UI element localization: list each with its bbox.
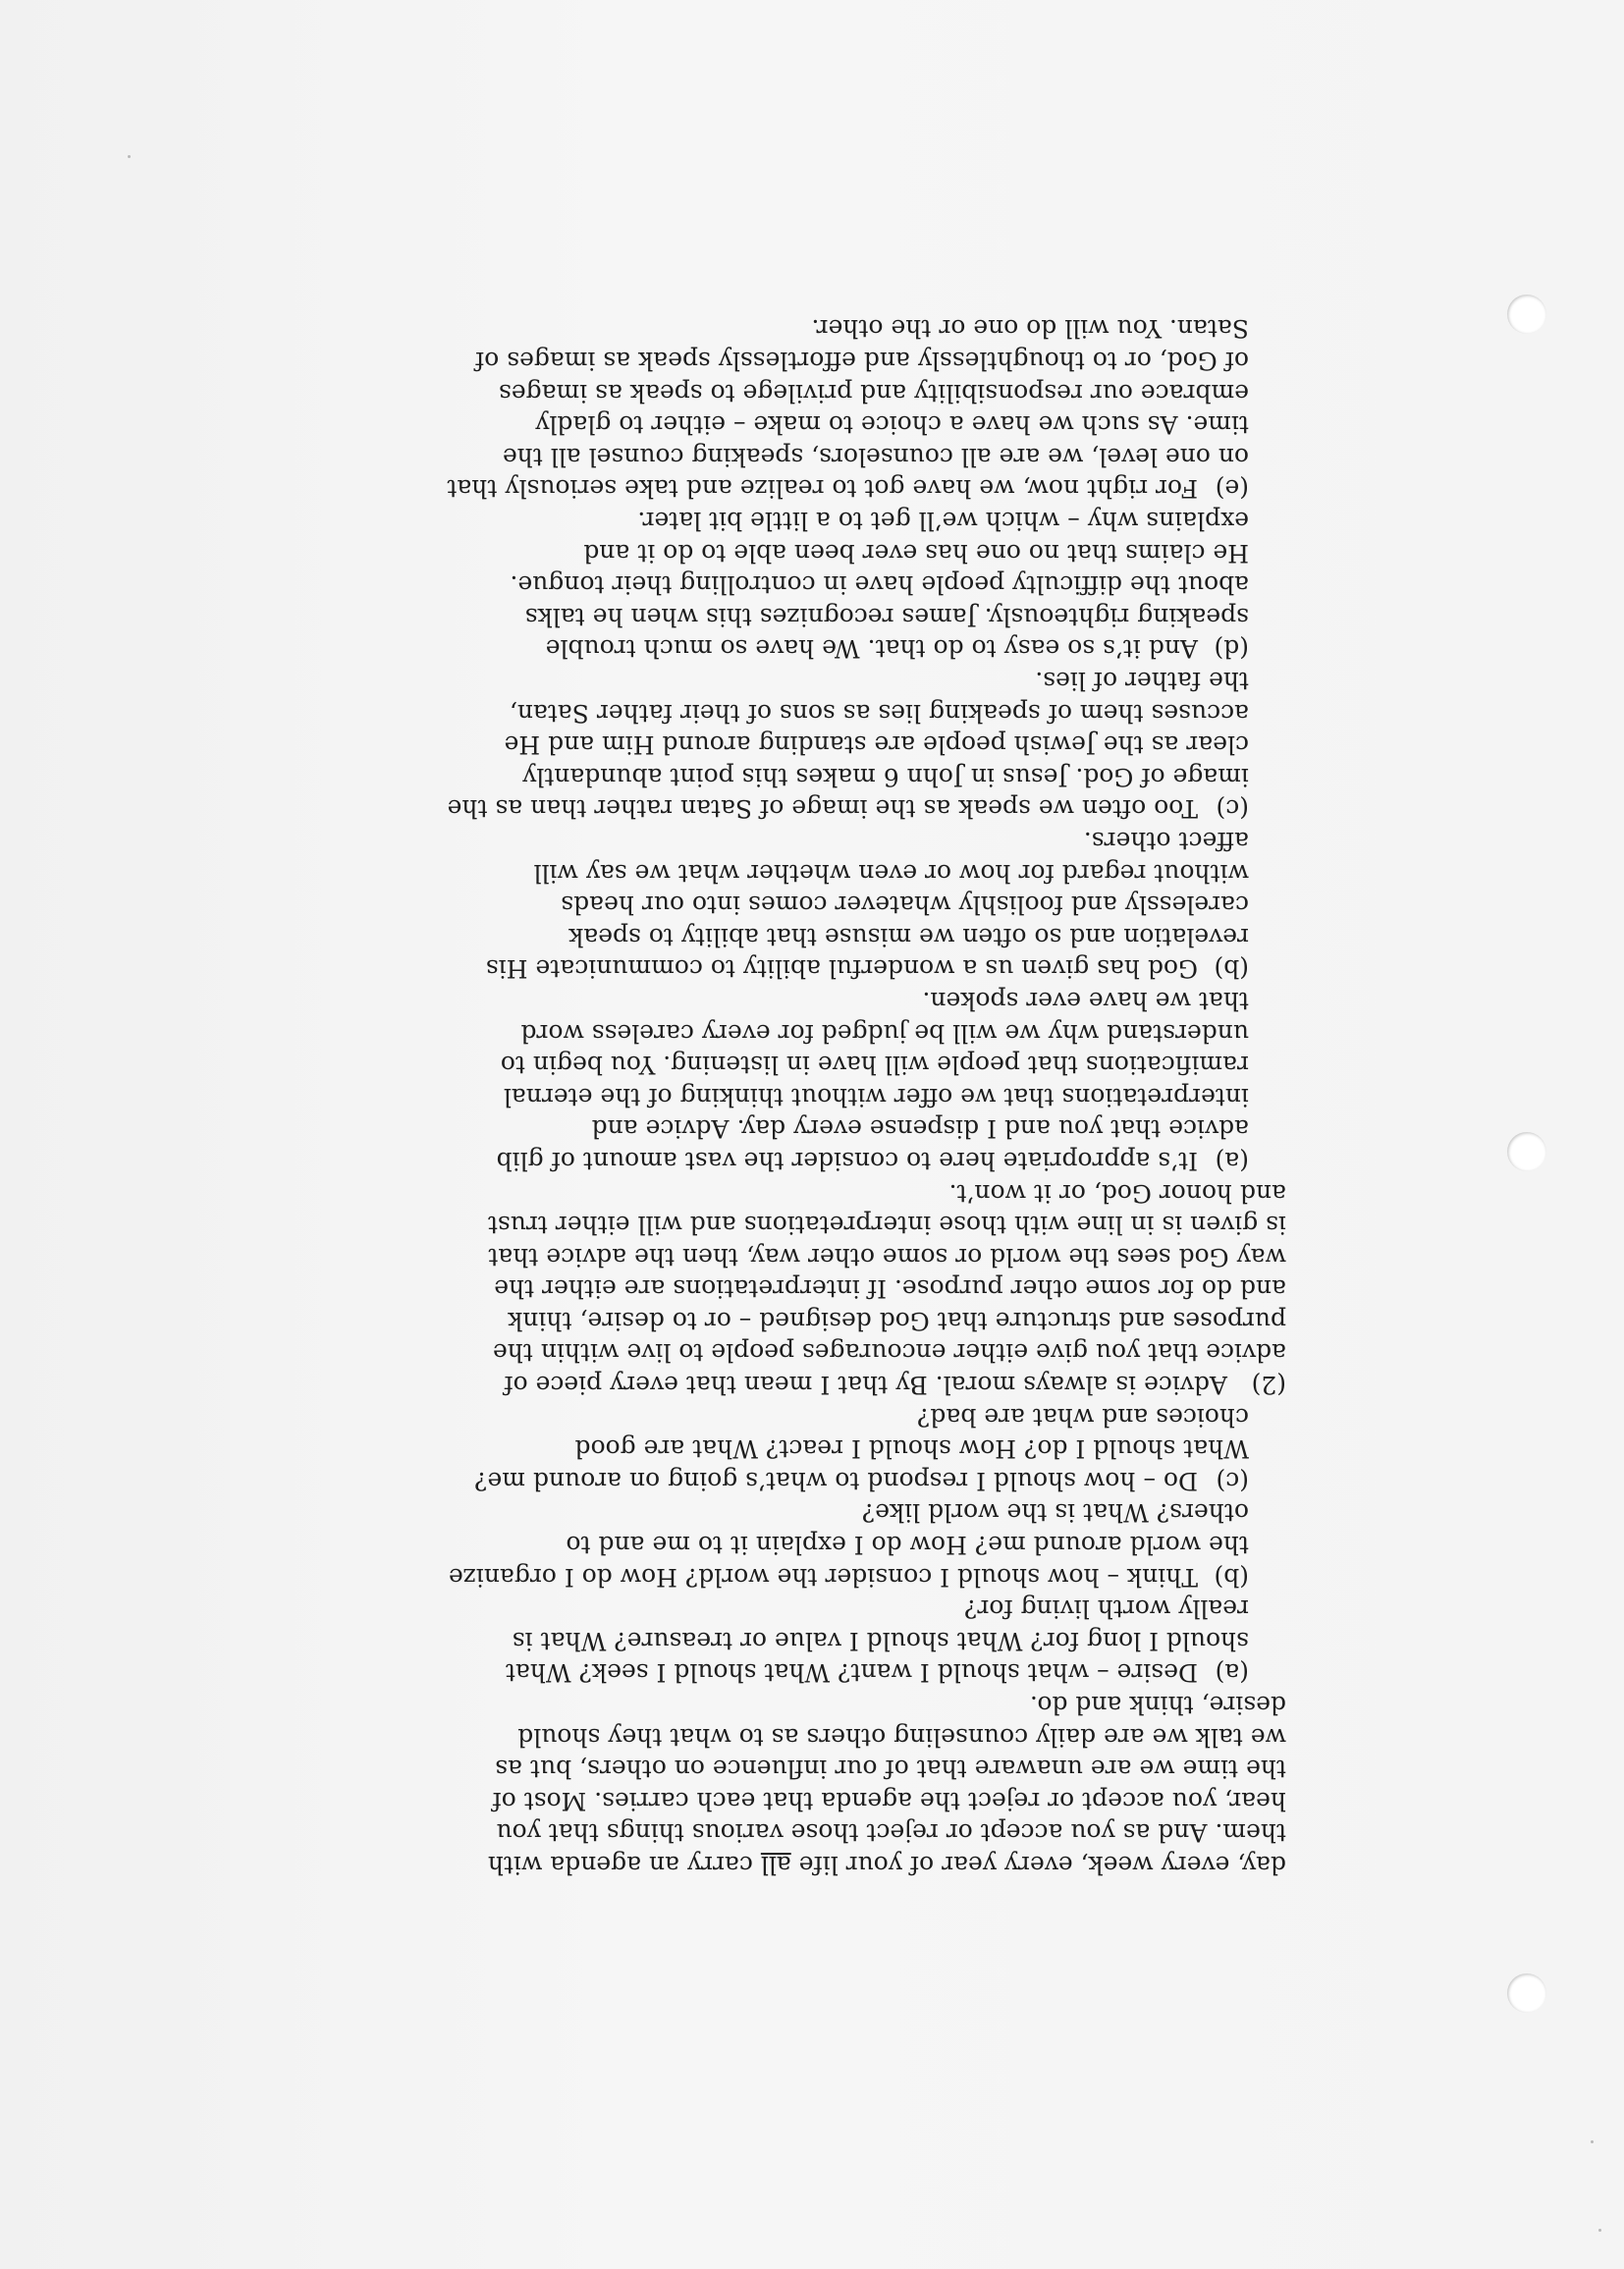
text-line: What should I do? How should I react? What are good xyxy=(574,1434,1249,1464)
text-line xyxy=(267,1656,1249,1689)
item-label: (b) xyxy=(1214,954,1249,984)
text-line: and do for some other purpose. If interpretations are either the xyxy=(494,1274,1286,1304)
text-line xyxy=(267,472,1249,505)
item-label: (e) xyxy=(1215,474,1249,504)
underlined-word: all xyxy=(760,1851,791,1880)
text-line: speaking righteously. James recognizes this when he talks xyxy=(524,602,1249,631)
text-line: way God sees the world or some other way, then the advice that xyxy=(488,1242,1286,1271)
text-line: Satan. You will do one or the other. xyxy=(811,314,1249,344)
text-line: ramifications that people will have in listening. You begin to xyxy=(500,1051,1249,1080)
scan-speck xyxy=(1598,2229,1601,2232)
text-line: hear, you accept or reject the agenda that each carries. Most of xyxy=(492,1786,1286,1815)
scan-speck xyxy=(1591,2140,1594,2143)
text-line: accuses them of speaking lies as sons of their father Satan, xyxy=(509,698,1249,728)
text-line: desire, think and do. xyxy=(1029,1691,1286,1720)
text-line: them. And as you accept or reject those various things that you xyxy=(496,1818,1286,1848)
text-line-content: Think – how should I consider the world? How do I organize xyxy=(448,1562,1198,1592)
item-label: (2) xyxy=(1251,1371,1286,1400)
text-line xyxy=(267,1144,1249,1176)
text-line: and honor God, or it won’t. xyxy=(948,1178,1286,1208)
text-line: the world around me? How do I explain it to me and to xyxy=(566,1531,1249,1560)
text-line: explains why – which we’ll get to a little bit later. xyxy=(637,507,1249,536)
text-line: the father of lies. xyxy=(1035,667,1249,696)
paragraph xyxy=(267,984,1249,1176)
punch-hole-middle xyxy=(1507,1132,1546,1171)
text-line-content: Too often we speak as the image of Satan rather than as the xyxy=(447,794,1198,824)
text-line xyxy=(267,632,1249,665)
punch-hole-top xyxy=(1507,295,1546,334)
text-line: the time we are unaware that of our influence on others, but as xyxy=(495,1755,1286,1784)
text-line: purposes and structure that God designed – or to desire, think xyxy=(508,1307,1286,1335)
text-line xyxy=(267,1464,1249,1496)
text-line: interpretations that we offer without thinking of the eternal xyxy=(503,1082,1249,1111)
text-line xyxy=(267,1369,1286,1401)
text-line: others? What is the world like? xyxy=(861,1498,1249,1528)
text-line: advice that you and I dispense every day. Advice and xyxy=(591,1114,1249,1144)
text-line: image of God. Jesus in John 6 makes this point abundantly xyxy=(522,762,1249,791)
text-line: day, every week, every year of your life all carry an agenda with xyxy=(487,1851,1286,1880)
text-line-content: And it’s so easy to do that. We have so much trouble xyxy=(545,634,1198,664)
text-line: really worth living for? xyxy=(963,1594,1249,1624)
item-label: (c) xyxy=(1216,1466,1249,1495)
punch-hole-bottom xyxy=(1507,1973,1546,2013)
text-line: time. As such we have a choice to make – either to gladly xyxy=(535,410,1249,440)
item-label: (a) xyxy=(1215,1147,1249,1176)
document-body xyxy=(267,312,1286,1880)
text-line: embrace our responsibility and privilege to speak as images xyxy=(499,378,1249,407)
paragraph xyxy=(267,312,1249,505)
item-label: (b) xyxy=(1214,1562,1249,1592)
text-line xyxy=(267,1560,1249,1593)
text-line: revelation and so often we misuse that ability to speak xyxy=(568,922,1249,951)
text-line-content: Advice is always moral. By that I mean that every piece of xyxy=(504,1371,1227,1400)
text-line: understand why we will be judged for every careless word xyxy=(520,1018,1249,1048)
text-line-content: Desire – what should I want? What should I seek? What xyxy=(505,1658,1198,1688)
paragraph xyxy=(267,505,1249,665)
text-line: of God, or to thoughtlessly and effortlessly speak as images of xyxy=(474,347,1249,376)
text-line: is given is in line with those interpretations and will either trust xyxy=(487,1211,1286,1240)
text-line: choices and what are bad? xyxy=(917,1402,1249,1432)
text-line-content: For right now, we have got to realize and take seriously that xyxy=(447,474,1198,504)
paragraph xyxy=(267,1593,1249,1689)
text-line: affect others. xyxy=(1083,827,1249,856)
text-line: about the difficulty people have in controlling their tongue. xyxy=(510,570,1249,600)
item-label: (a) xyxy=(1215,1658,1249,1688)
text-line xyxy=(267,792,1249,825)
text-line: should I long for? What should I value or treasure? What is xyxy=(512,1626,1249,1655)
text-line: clear as the Jewish people are standing around Him and He xyxy=(504,730,1249,760)
text-line-content: Do – how should I respond to what’s going on around me? xyxy=(474,1466,1198,1495)
paragraph xyxy=(267,1400,1249,1496)
item-label: (d) xyxy=(1214,634,1249,664)
text-line: that we have ever spoken. xyxy=(922,987,1249,1016)
text-line: without regard for how or even whether what we say will xyxy=(533,858,1249,888)
text-line-content: It’s appropriate here to consider the vast amount of glib xyxy=(496,1147,1198,1176)
paragraph xyxy=(267,1689,1286,1881)
text-line xyxy=(267,952,1249,985)
scan-speck xyxy=(128,155,131,158)
paragraph xyxy=(267,1176,1286,1400)
text-line: on one level, we are all counselors, speaking counsel all the xyxy=(502,442,1249,471)
text-line-content: God has given us a wonderful ability to communicate His xyxy=(485,954,1198,984)
text-line: He claims that no one has ever been able to do it and xyxy=(583,538,1249,567)
text-line: we talk we are daily counseling others as to what they should xyxy=(517,1722,1286,1752)
item-label: (c) xyxy=(1216,794,1249,824)
text-line: advice that you give either encourages people to live within the xyxy=(492,1338,1286,1368)
paragraph xyxy=(267,1496,1249,1593)
paragraph xyxy=(267,665,1249,825)
paragraph xyxy=(267,825,1249,985)
text-line: carelessly and foolishly whatever comes into our heads xyxy=(561,891,1249,920)
